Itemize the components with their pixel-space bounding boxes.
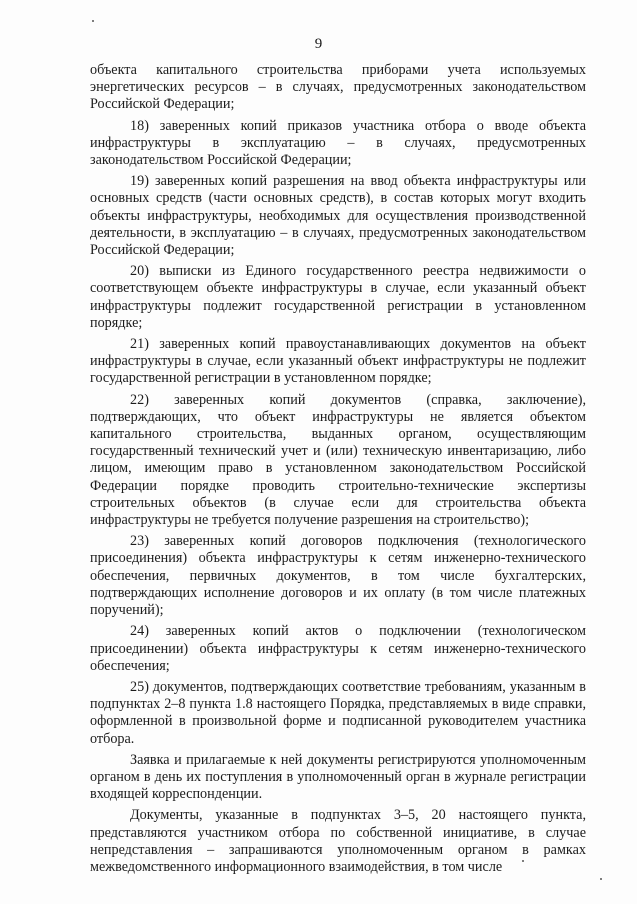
list-item-23: 23) заверенных копий договоров подключения (технологического присоединения) объекта инфраструктуры к сетям инженерно-технического обеспечения, первичных документов, в том числе бухгалтерских, подтверждающих исполнение договоров и их оплату (в том числе платежных поручений); <box>90 533 586 619</box>
scan-speck <box>522 860 524 862</box>
list-item-20: 20) выписки из Единого государственного реестра недвижимости о соответствующем объекте инфраструктуры в случае, если указанный объект инфраструктуры подлежит государственной регистрации в установленном порядке; <box>90 263 586 331</box>
scan-speck <box>600 878 602 880</box>
list-item-19: 19) заверенных копий разрешения на ввод объекта инфраструктуры или основных средств (части основных средств), в состав которых могут входить объекты инфраструктуры, необходимых для осуществления производственной деятельности, в эксплуатацию – в случаях, предусмотренных законодательством Российской Федерации; <box>90 173 586 259</box>
paragraph-continuation: объекта капитального строительства приборами учета используемых энергетических ресурсов – в случаях, предусмотренных законодательством Российской Федерации; <box>90 62 586 113</box>
list-item-18: 18) заверенных копий приказов участника отбора о вводе объекта инфраструктуры в эксплуатацию – в случаях, предусмотренных законодательством Российской Федерации; <box>90 117 586 169</box>
list-item-25: 25) документов, подтверждающих соответствие требованиям, указанным в подпунктах 2–8 пункта 1.8 настоящего Порядка, представляемых в виде справки, оформленной в произвольной форме и подписанной руководителем участника отбора. <box>90 678 586 747</box>
paragraph-registration: Заявка и прилагаемые к ней документы регистрируются уполномоченным органом в день их поступления в уполномоченный орган в журнале регистрации входящей корреспонденции. <box>90 751 586 803</box>
paragraph-documents: Документы, указанные в подпунктах 3–5, 20 настоящего пункта, представляются участником отбора по собственной инициативе, в случае непредставления – запрашиваются уполномоченным органом в рамках межведомственного информационного взаимодействия, в том числе <box>90 807 586 875</box>
document-body <box>90 62 586 880</box>
list-item-22: 22) заверенных копий документов (справка, заключение), подтверждающих, что объект инфраструктуры не является объектом капитального строительства, выданных органом, осуществляющим государственный технический учет и (или) техническую инвентаризацию, либо лицом, имеющим право в установленном законодательством Российской Федерации порядке проводить строительно-технические экспертизы строительных объектов (в случае если для строительства объекта инфраструктуры не требуется получение разрешения на строительство); <box>90 391 586 529</box>
scan-speck <box>92 20 94 22</box>
list-item-24: 24) заверенных копий актов о подключении (технологическом присоединении) объекта инфраструктуры к сетям инженерно-технического обеспечения; <box>90 623 586 674</box>
list-item-21: 21) заверенных копий правоустанавливающих документов на объект инфраструктуры в случае, если указанный объект инфраструктуры не подлежит государственной регистрации в установленном порядке; <box>90 336 586 387</box>
page-number: 9 <box>314 36 323 52</box>
